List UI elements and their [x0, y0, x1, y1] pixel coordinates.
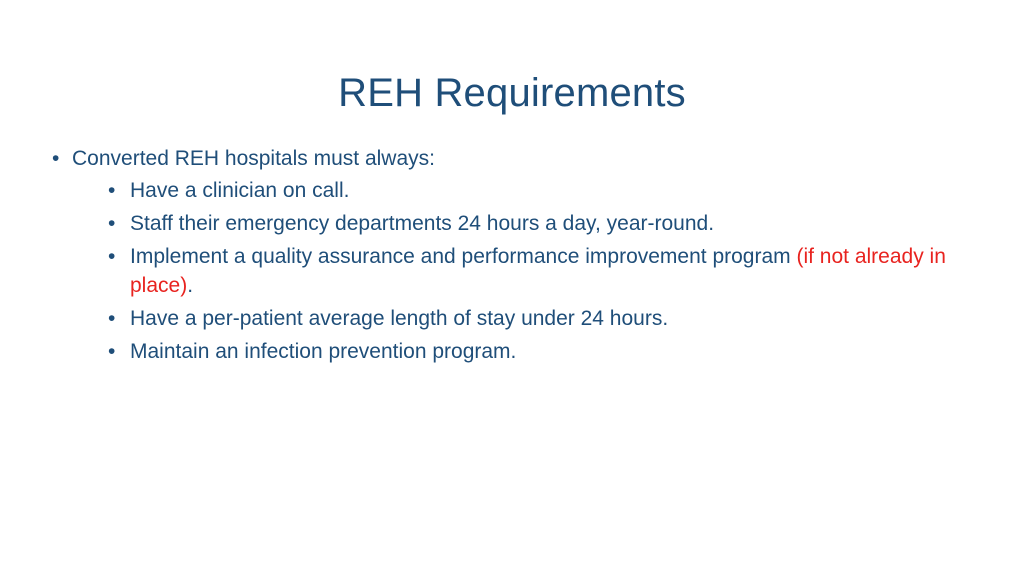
main-bullet-text: Converted REH hospitals must always: [72, 147, 435, 170]
sub-bullet-list [72, 176, 952, 366]
highlight-text: (if not already in place) [130, 245, 946, 297]
bullet-icon: • [108, 307, 116, 330]
bullet-list [52, 144, 952, 366]
bullet-icon: • [108, 179, 116, 202]
sub-bullet-item [92, 176, 952, 205]
sub-bullet-text: Implement a quality assurance and performance improvement program [130, 245, 797, 268]
bullet-icon: • [52, 147, 60, 170]
sub-bullet-text: Staff their emergency departments 24 hours a day, year-round. [130, 212, 715, 235]
sub-bullet-item [92, 304, 952, 333]
bullet-icon: • [108, 340, 116, 363]
sub-bullet-item [92, 337, 952, 366]
slide-content [52, 144, 952, 370]
bullet-icon: • [108, 245, 116, 268]
bullet-icon: • [108, 212, 116, 235]
sub-bullet-text: Maintain an infection prevention program. [130, 340, 517, 363]
sub-bullet-text: Have a per-patient average length of stay under 24 hours. [130, 307, 669, 330]
sub-bullet-text: Have a clinician on call. [130, 179, 350, 202]
slide-title: REH Requirements [338, 71, 686, 115]
sub-bullet-item [92, 242, 952, 300]
sub-bullet-item [92, 209, 952, 238]
sub-bullet-suffix: . [187, 274, 194, 297]
main-bullet-item [52, 144, 952, 366]
